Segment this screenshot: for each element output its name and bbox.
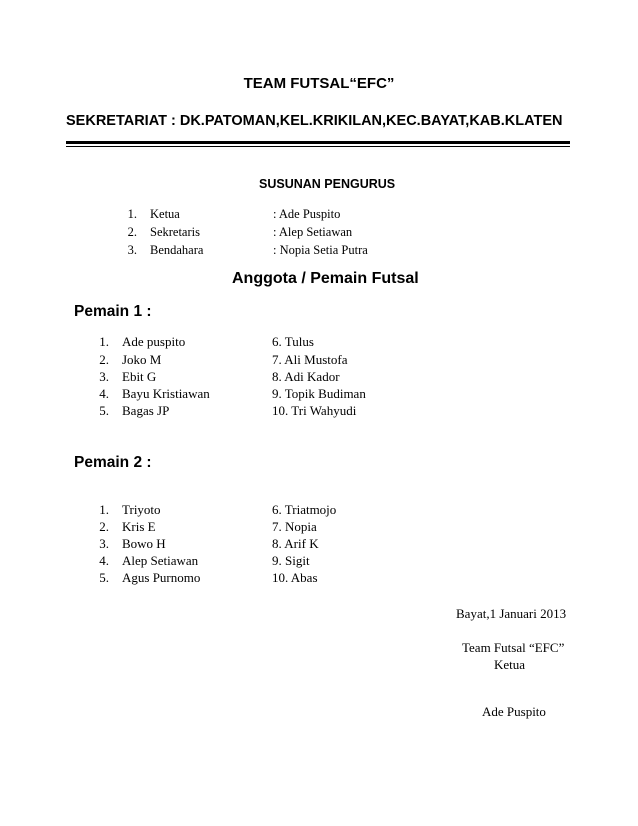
pengurus-number: 1. — [127, 207, 137, 221]
player-name: Kris E — [122, 519, 156, 534]
item-number: 1. — [99, 502, 109, 517]
player-name: 10. Tri Wahyudi — [272, 403, 357, 418]
pengurus-number: 2. — [127, 225, 137, 239]
item-number: 4. — [99, 553, 109, 568]
pengurus-heading: SUSUNAN PENGURUS — [259, 177, 396, 191]
player-name: 7. Ali Mustofa — [272, 352, 348, 367]
item-number: 4. — [99, 386, 109, 401]
place-date: Bayat,1 Januari 2013 — [456, 606, 567, 621]
signature-name: Ade Puspito — [482, 704, 546, 719]
player-name: 8. Adi Kador — [272, 369, 340, 384]
item-number: 2. — [99, 519, 109, 534]
player-name: Bagas JP — [122, 403, 170, 418]
item-number: 5. — [99, 403, 109, 418]
player-name: Ade puspito — [122, 334, 186, 349]
item-number: 5. — [99, 570, 109, 585]
header-double-rule-top — [66, 141, 570, 144]
player-name: 9. Sigit — [272, 553, 310, 568]
player-name: Triyoto — [122, 502, 161, 517]
item-number: 3. — [99, 536, 109, 551]
player-name: Agus Purnomo — [122, 570, 201, 585]
pengurus-name: : Ade Puspito — [273, 207, 341, 221]
player-name: 10. Abas — [272, 570, 318, 585]
player-name: Bayu Kristiawan — [122, 386, 210, 401]
secretariat-address: SEKRETARIAT : DK.PATOMAN,KEL.KRIKILAN,KEC.BAYAT,KAB.KLATEN — [66, 113, 563, 129]
pengurus-name: : Nopia Setia Putra — [273, 243, 368, 257]
player-name: 7. Nopia — [272, 519, 317, 534]
player-name: 6. Triatmojo — [272, 502, 337, 517]
pengurus-role: Sekretaris — [150, 225, 200, 239]
signature-role: Ketua — [494, 657, 526, 672]
header-double-rule-bottom — [66, 146, 570, 147]
player-name: 6. Tulus — [272, 334, 314, 349]
pengurus-name: : Alep Setiawan — [273, 225, 353, 239]
item-number: 1. — [99, 334, 109, 349]
item-number: 2. — [99, 352, 109, 367]
anggota-heading: Anggota / Pemain Futsal — [232, 270, 419, 287]
document-title: TEAM FUTSAL“EFC” — [243, 75, 395, 92]
player-name: 9. Topik Budiman — [272, 386, 366, 401]
signature-org: Team Futsal “EFC” — [462, 640, 565, 655]
pemain1-heading: Pemain 1 : — [74, 303, 152, 320]
player-name: Alep Setiawan — [122, 553, 199, 568]
pemain2-heading: Pemain 2 : — [74, 454, 152, 471]
pengurus-role: Ketua — [150, 207, 180, 221]
player-name: Joko M — [122, 352, 162, 367]
player-name: Bowo H — [122, 536, 166, 551]
item-number: 3. — [99, 369, 109, 384]
pengurus-number: 3. — [127, 243, 137, 257]
pengurus-role: Bendahara — [150, 243, 204, 257]
player-name: 8. Arif K — [272, 536, 319, 551]
player-name: Ebit G — [122, 369, 157, 384]
